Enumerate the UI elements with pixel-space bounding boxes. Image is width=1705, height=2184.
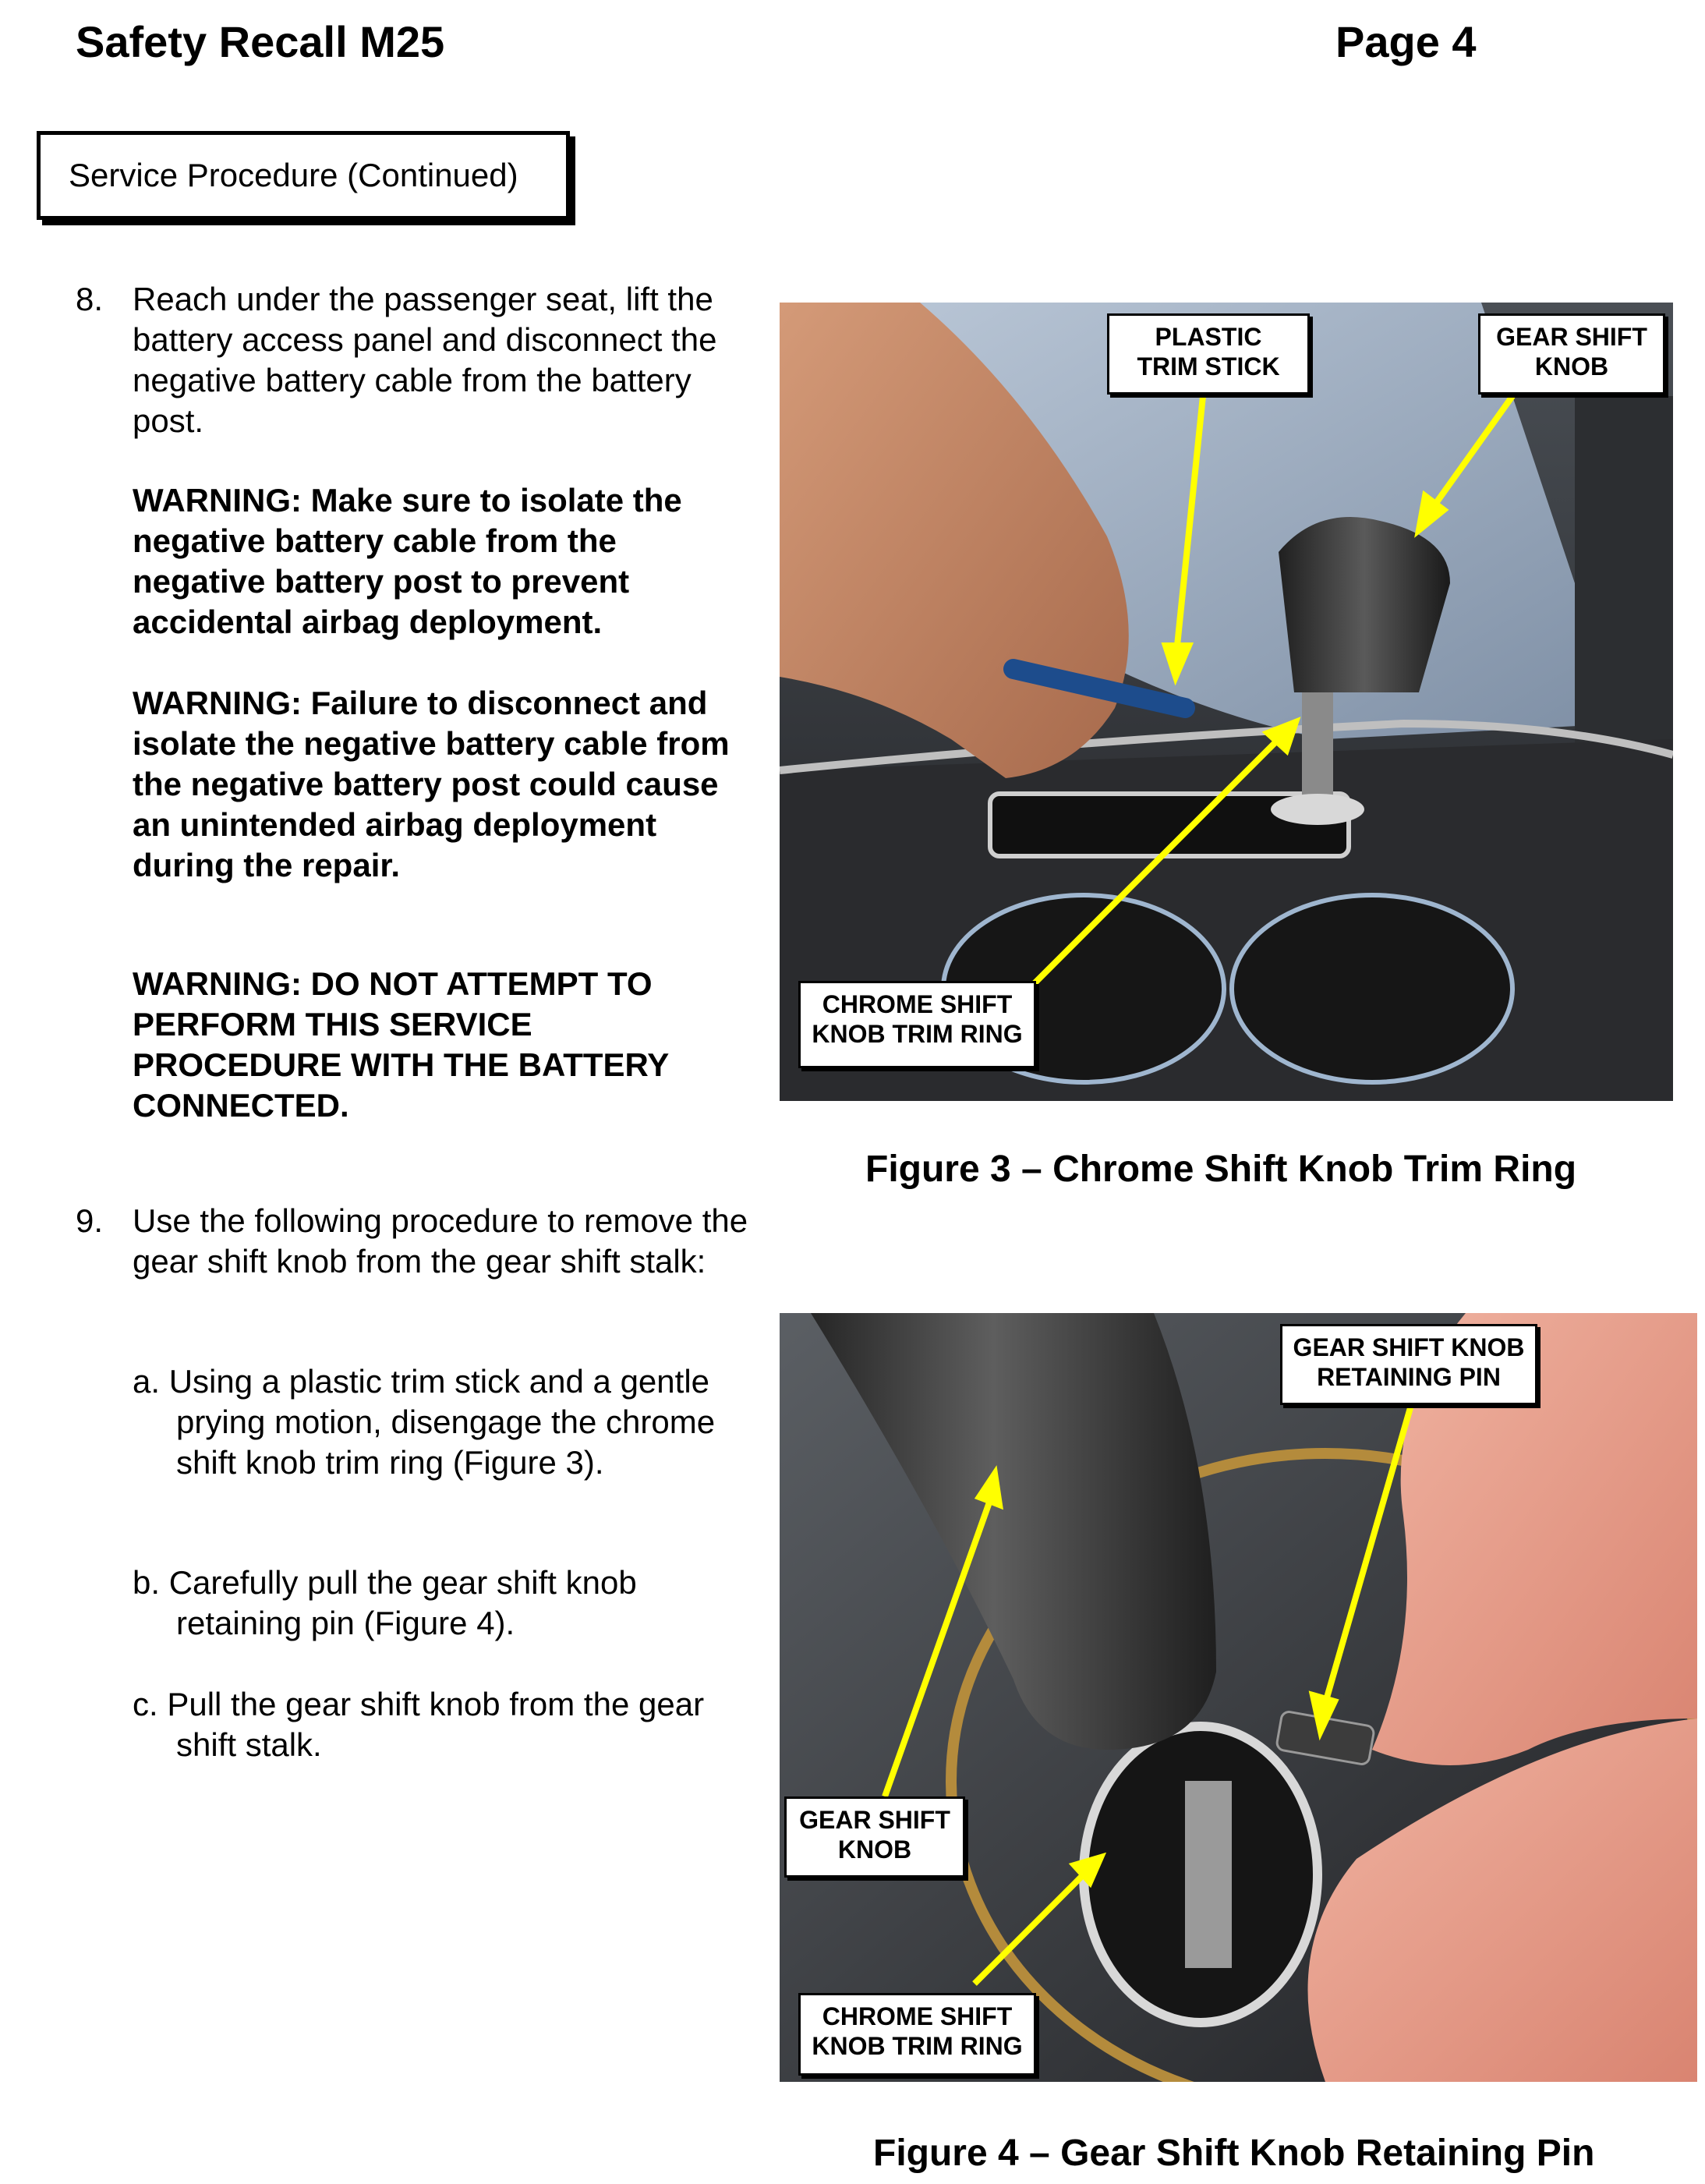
section-title-box	[37, 131, 570, 220]
warning-isolate-cable: WARNING: Make sure to isolate the negative battery cable from the negative battery post to prevent accidental airbag deployment.	[133, 482, 682, 640]
label-chrome-shift-knob-trim-ring: CHROME SHIFT KNOB TRIM RING	[798, 1993, 1036, 2076]
warning-unintended-deployment: WARNING: Failure to disconnect and isolate the negative battery cable from the negative battery post could cause an unintended airbag deployment during the repair.	[133, 685, 730, 883]
step-9a-text: a. Using a plastic trim stick and a gentle prying motion, disengage the chrome shift knob trim ring (Figure 3).	[133, 1363, 716, 1481]
step-9c-text: c. Pull the gear shift knob from the gear shift stalk.	[133, 1686, 705, 1763]
step-9-number: 9.	[76, 1202, 104, 1239]
figure-4-caption: Figure 4 – Gear Shift Knob Retaining Pin	[873, 2133, 1595, 2174]
label-gear-shift-knob-retaining-pin: GEAR SHIFT KNOB RETAINING PIN	[1280, 1324, 1537, 1405]
label-gear-shift-knob: GEAR SHIFT KNOB	[784, 1796, 965, 1878]
figure-3-photo	[780, 303, 1673, 1101]
step-9b-text: b. Carefully pull the gear shift knob retaining pin (Figure 4).	[133, 1564, 637, 1641]
figure-4-photo	[780, 1313, 1697, 2082]
step-8-number: 8.	[76, 281, 104, 317]
figure-4-arrows	[780, 1313, 1697, 2082]
step-9-text: Use the following procedure to remove the gear shift knob from the gear shift stalk:	[133, 1202, 748, 1280]
document-title: Safety Recall M25	[76, 17, 445, 66]
figure-3-caption: Figure 3 – Chrome Shift Knob Trim Ring	[865, 1149, 1577, 1190]
step-8-text: Reach under the passenger seat, lift the battery access panel and disconnect the negative battery cable from the battery post.	[133, 281, 717, 439]
warning-battery-connected: WARNING: DO NOT ATTEMPT TO PERFORM THIS SERVICE PROCEDURE WITH THE BATTERY CONNECTED.	[133, 965, 669, 1124]
label-plastic-trim-stick: PLASTIC TRIM STICK	[1107, 313, 1310, 395]
page-number: Page 4	[1335, 17, 1477, 66]
label-gear-shift-knob: GEAR SHIFT KNOB	[1478, 313, 1665, 395]
label-chrome-shift-knob-trim-ring: CHROME SHIFT KNOB TRIM RING	[798, 981, 1036, 1068]
section-title: Service Procedure (Continued)	[69, 157, 518, 193]
